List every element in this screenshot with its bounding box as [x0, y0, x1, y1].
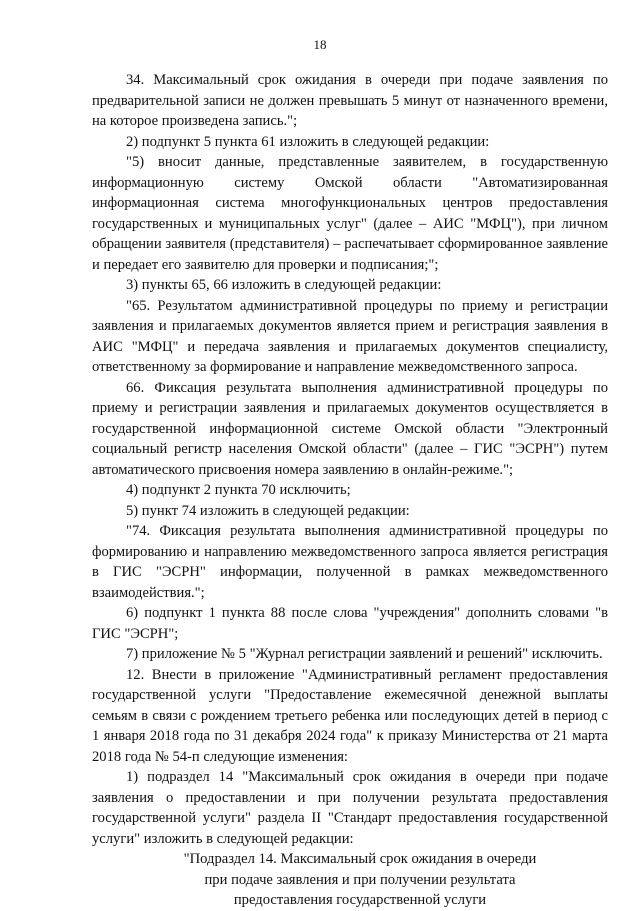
- paragraph-subpoint-7: 7) приложение № 5 "Журнал регистрации заявлений и решений" исключить.: [126, 646, 603, 662]
- paragraph-subpoint-5: 5) пункт 74 изложить в следующей редакции:: [126, 502, 410, 519]
- paragraph-subpoint-4: 4) подпункт 2 пункта 70 исключить;: [126, 482, 351, 498]
- paragraph-item-65: "65. Результатом административной процедуры по приему и регистрации заявления и прилагаемых документов является прием и регистрация заявления в АИС "МФЦ" и передача заявления и прилагаемых документов специалисту, ответственному за формирование и направление межведомственного запроса.: [92, 297, 608, 375]
- paragraph-item-12: 12. Внести в приложение "Административный регламент предоставления государственной услуги "Предоставление ежемесячной денежной выплаты семьям в связи с рождением третьего ребенка или последующих детей в период с 1 января 2018 года по 31 декабря 2024 года" к приказу Министерства от 21 марта 2018 года № 54-п следующие изменения:: [92, 666, 608, 765]
- page-number: 18: [313, 37, 327, 52]
- paragraph-subpoint-5-text: "5) вносит данные, представленные заявителем, в государственную информационную систему Омской области "Автоматизированная информационная система многофункциональных центров предоставления государственных и муниципальных услуг" (далее – АИС "МФЦ"), при личном обращении заявителя (представителя) – распечатывает сформированное заявление и передает его заявителю для проверки и подписания;";: [92, 154, 608, 273]
- paragraph-item-66: 66. Фиксация результата выполнения административной процедуры по приему и регистрации заявления и прилагаемых документов осуществляется в государственной информационной системе Омской области "Электронный социальный регистр населения Омской области" (далее – ГИС "ЭСРН") путем автоматического присвоения номера заявлению в онлайн-режиме.";: [92, 379, 608, 478]
- paragraph-subpoint-2: 2) подпункт 5 пункта 61 изложить в следующей редакции:: [126, 133, 490, 150]
- paragraph-subpoint-6: 6) подпункт 1 пункта 88 после слова "учреждения" дополнить словами "в ГИС "ЭСРН";: [92, 605, 608, 642]
- paragraph-subpoint-3: 3) пункты 65, 66 изложить в следующей редакции:: [126, 277, 442, 293]
- subsection-heading-line-1: "Подраздел 14. Максимальный срок ожидания в очереди: [183, 851, 537, 867]
- subsection-heading-line-3: предоставления государственной услуги: [233, 892, 487, 908]
- paragraph-item-34: 34. Максимальный срок ожидания в очереди при подаче заявления по предварительной записи не должен превышать 5 минут от назначенного времени, на которое произведена запись.";: [92, 72, 608, 129]
- paragraph-item-74: "74. Фиксация результата выполнения административной процедуры по формированию и направлению межведомственного запроса является регистрация в ГИС "ЭСРН" информации, полученной в рамках межведомственного взаимодействия.";: [92, 523, 608, 601]
- subsection-heading-line-2: при подаче заявления и при получении результата: [204, 871, 516, 888]
- paragraph-subpoint-1: 1) подраздел 14 "Максимальный срок ожидания в очереди при подаче заявления о предоставлении и при получении результата предоставления государственной услуги" раздела II "Стандарт предоставления государственной услуги" изложить в следующей редакции:: [92, 769, 608, 847]
- document-body: [92, 70, 608, 911]
